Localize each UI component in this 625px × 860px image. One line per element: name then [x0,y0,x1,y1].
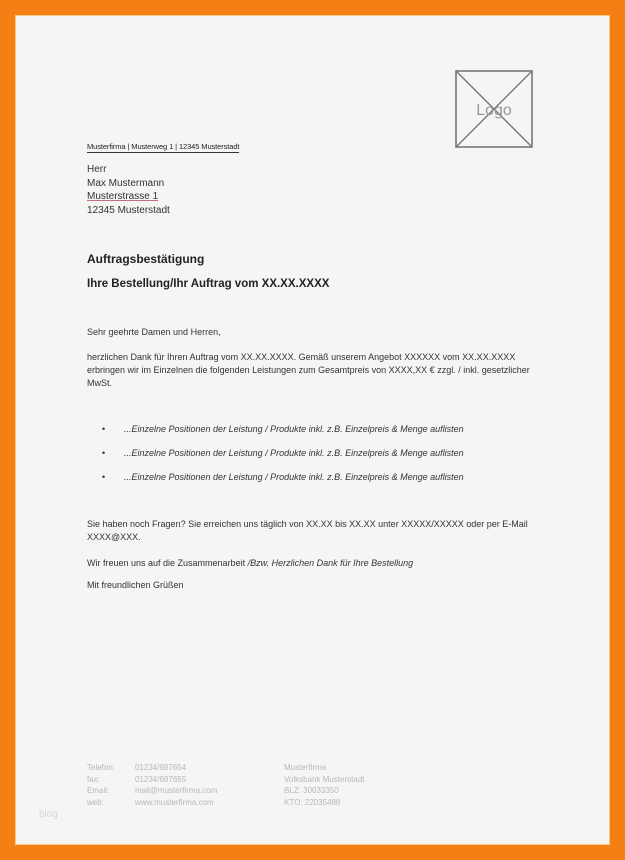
bullet-icon: • [102,448,106,458]
bullet-icon: • [102,472,106,482]
document-title: Auftragsbestätigung [87,252,205,266]
footer-blz: BLZ: 30033350 [284,786,339,795]
questions-paragraph: Sie haben noch Fragen? Sie erreichen uns täglich von XX.XX bis XX.XX unter XXXXX/XXXXX oder per E-Mail XXXX@XXX. [87,519,528,542]
letter-page [16,16,609,844]
footer-contact [87,762,217,808]
footer-row-email: Email: mail@musterfirma.com [87,786,218,795]
footer-bank [284,762,364,808]
footer-company: Musterfirma [284,763,327,772]
footer-row-phone: Telefon: 01234/987654 [87,763,187,772]
bullet-icon: • [102,424,106,434]
logo-placeholder [455,70,533,148]
recipient-address [87,163,170,217]
list-item: • ...Einzelne Positionen der Leistung / Produkte inkl. z.B. Einzelpreis & Menge auflisten [102,472,464,482]
closing: Mit freundlichen Grüßen [87,580,184,590]
logo-placeholder-icon [455,70,533,148]
footer-row-web: web: www.musterfirma.com [87,797,214,807]
sender-line: Musterfirma | Musterweg 1 | 12345 Musterstadt [87,142,240,151]
item-list [102,424,464,496]
intro-paragraph: herzlichen Dank für Ihren Auftrag vom XX.XX.XXXX. Gemäß unserem Angebot XXXXXX vom XX.XX.XXXX erbringen wir im Einzelnen die folgenden Leistungen zum Gesamtpreis von XXXX,XX € zzgl. / inkl. gesetzlicher MwSt. [87,352,530,388]
watermark: blog [39,809,58,820]
list-item: • ...Einzelne Positionen der Leistung / Produkte inkl. z.B. Einzelpreis & Menge auflisten [102,448,464,458]
recipient-salutation: Herr [87,164,107,175]
recipient-city: 12345 Musterstadt [87,204,170,216]
footer-row-fax: fax: 01234/987655 [87,774,187,784]
greeting: Sehr geehrte Damen und Herren, [87,327,221,337]
document-subtitle: Ihre Bestellung/Ihr Auftrag vom XX.XX.XXXX [87,278,330,290]
footer-account: KTO: 22035488 [284,797,341,807]
recipient-name: Max Mustermann [87,177,165,189]
list-item: • ...Einzelne Positionen der Leistung / Produkte inkl. z.B. Einzelpreis & Menge auflisten [102,424,464,434]
svg-text:Logo: Logo [476,102,512,119]
footer-bank-name: Volksbank Musterstadt [284,774,365,784]
thanks-paragraph: Wir freuen uns auf die Zusammenarbeit /Bzw. Herzlichen Dank für Ihre Bestellung [87,558,414,568]
recipient-street: Musterstrasse 1 [87,191,159,202]
